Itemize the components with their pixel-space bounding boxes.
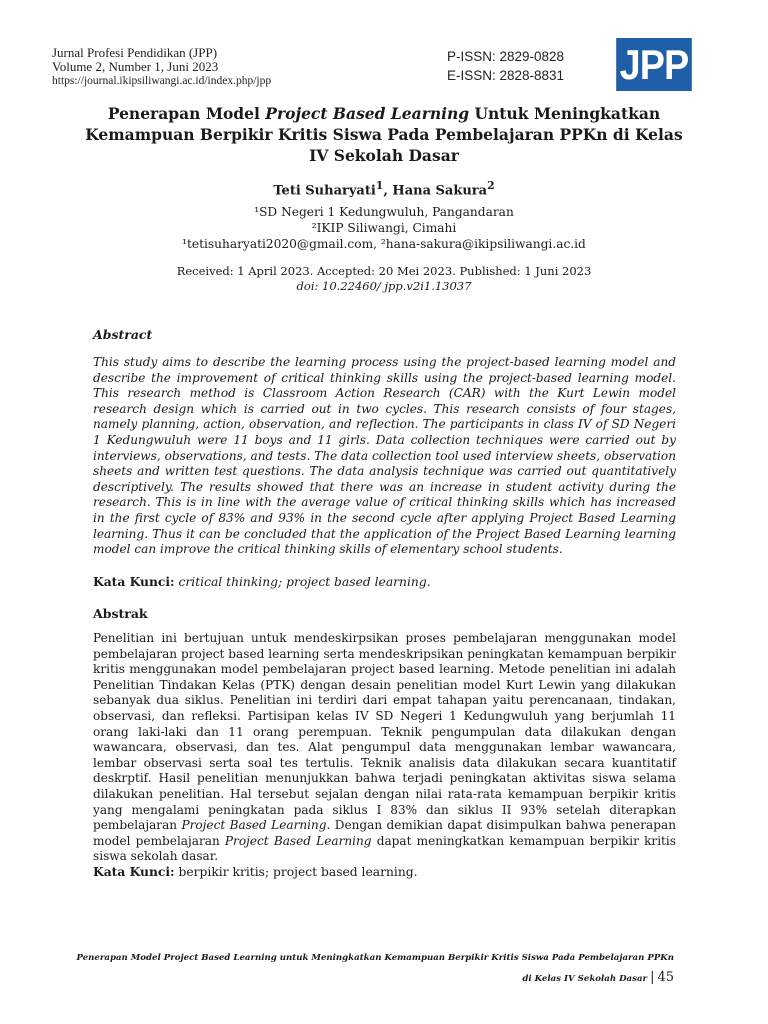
keywords-value: berpikir kritis; project based learning.	[174, 865, 418, 879]
paper-title	[80, 103, 688, 166]
journal-url[interactable]: https://journal.ikipsiliwangi.ac.id/index.php/jpp	[52, 75, 272, 87]
doi[interactable]: doi: 10.22460/ jpp.v2i1.13037	[296, 279, 472, 293]
authors	[0, 179, 768, 198]
author-name: Hana Sakura	[392, 183, 488, 199]
abstrak-part: dapat meningkatkan kemampuan berpikir kritis siswa sekolah dasar.	[93, 833, 676, 864]
page-footer	[74, 948, 674, 989]
abstrak-part: . Dengan demikian dapat disimpulkan bahwa penerapan model pembelajaran	[93, 818, 676, 848]
journal-volume: Volume 2, Number 1, Juni 2023	[52, 59, 219, 74]
author-emails[interactable]: ¹tetisuharyati2020@gmail.com, ²hana-sakura@ikipsiliwangi.ac.id	[182, 237, 586, 251]
keywords-label: Kata Kunci:	[93, 864, 175, 879]
issn-block	[447, 47, 564, 85]
abstrak-italic: Project Based Learning	[224, 833, 372, 848]
title-part: Untuk Meningkatkan Kemampuan Berpikir Kritis Siswa Pada Pembelajaran PPKn di Kelas IV Sekolah Dasar	[85, 104, 683, 165]
abstrak-heading: Abstrak	[93, 606, 148, 621]
footer-title-line1: Penerapan Model Project Based Learning untuk Meningkatkan Kemampuan Berpikir Kritis Siswa Pada Pembelajaran PPKn	[76, 953, 674, 963]
title-italic: Project Based Learning	[265, 104, 470, 123]
footer-title-end: di Kelas IV Sekolah Dasar	[522, 974, 648, 984]
abstract-text: This study aims to describe the learning process using the project-based learning model and describe the improvement of critical thinking skills using the project-based learning model. This research method is Classroom Action Research (CAR) with the Kurt Lewin model research design which is carried out in two cycles. This research consists of four stages, namely planning, action, observation, and reflection. The participants in class IV of SD Negeri 1 Kedungwuluh were 11 boys and 11 girls. Data collection techniques were carried out by interviews, observations, and tests. The data collection tool used interview sheets, observation sheets and written test questions. The data analysis technique was carried out quantitatively descriptively. The results showed that there was an increase in student activity during the research. This is in line with the average value of critical thinking skills which has increased in the first cycle of 83% and 93% in the second cycle after applying Project Based Learning learning. Thus it can be concluded that the application of the Project Based Learning learning model can improve the critical thinking skills of elementary school students.	[93, 355, 676, 557]
jpp-logo: JPP	[616, 38, 692, 91]
abstrak-italic: Project Based Learning	[181, 818, 327, 833]
keywords-label: Kata Kunci:	[93, 574, 175, 589]
affiliation-2: ²IKIP Siliwangi, Cimahi	[311, 221, 457, 235]
received-accepted-published: Received: 1 April 2023. Accepted: 20 Mei 2023. Published: 1 Juni 2023	[176, 264, 592, 278]
author-sep: ,	[383, 183, 393, 199]
footer-separator: |	[650, 970, 655, 985]
title-part: Penerapan Model	[107, 104, 266, 123]
author-name: Teti Suharyati	[273, 183, 376, 199]
keywords-id	[93, 864, 418, 879]
abstrak-part: Penelitian ini bertujuan untuk mendeskirpsikan proses pembelajaran menggunakan model pembelajaran project based learning serta mendeskripsikan peningkatan kemampuan berpikir kritis menggunakan model pembelajaran project based learning. Metode penelitian ini adalah Penelitian Tindakan Kelas (PTK) dengan desain penelitian model Kurt Lewin yang dilakukan sebanyak dua siklus. Penelitian ini terdiri dari empat tahapan yaitu perencanaan, tindakan, observasi, dan refleksi. Partisipan kelas IV SD Negeri 1 Kedungwuluh yang berjumlah 11 orang laki-laki dan 11 orang perempuan. Teknik pengumpulan data dilakukan dengan wawancara, observasi, dan tes. Alat pengumpul data menggunakan lembar wawancara, lembar observasi serta soal tes tertulis. Teknik analisis data dilakukan secara kuantitatif deskrptif. Hasil penelitian menunjukkan bahwa terjadi peningkatan aktivitas siswa selama dilakukan penelitian. Hal tersebut sejalan dengan nilai rata-rata kemampuan berpikir kritis yang mengalami peningkatan pada siklus I 83% dan siklus II 93% setelah diterapkan pembelajaran	[93, 631, 676, 833]
e-issn: E-ISSN: 2828-8831	[447, 68, 565, 83]
journal-header	[52, 46, 271, 88]
keywords-value: critical thinking; project based learning.	[174, 575, 431, 589]
affiliation-1: ¹SD Negeri 1 Kedungwuluh, Pangandaran	[254, 205, 514, 219]
affiliations	[0, 204, 768, 252]
abstrak-text	[93, 631, 676, 865]
publication-dates	[0, 264, 768, 294]
journal-name: Jurnal Profesi Pendidikan (JPP)	[52, 45, 218, 60]
page-number: 45	[657, 970, 674, 985]
footer-title-line2	[74, 968, 674, 989]
author-sup: 2	[487, 179, 495, 192]
p-issn: P-ISSN: 2829-0828	[447, 49, 565, 64]
author-sup: 1	[375, 179, 384, 192]
keywords-en	[93, 574, 431, 589]
abstract-heading: Abstract	[93, 327, 153, 342]
